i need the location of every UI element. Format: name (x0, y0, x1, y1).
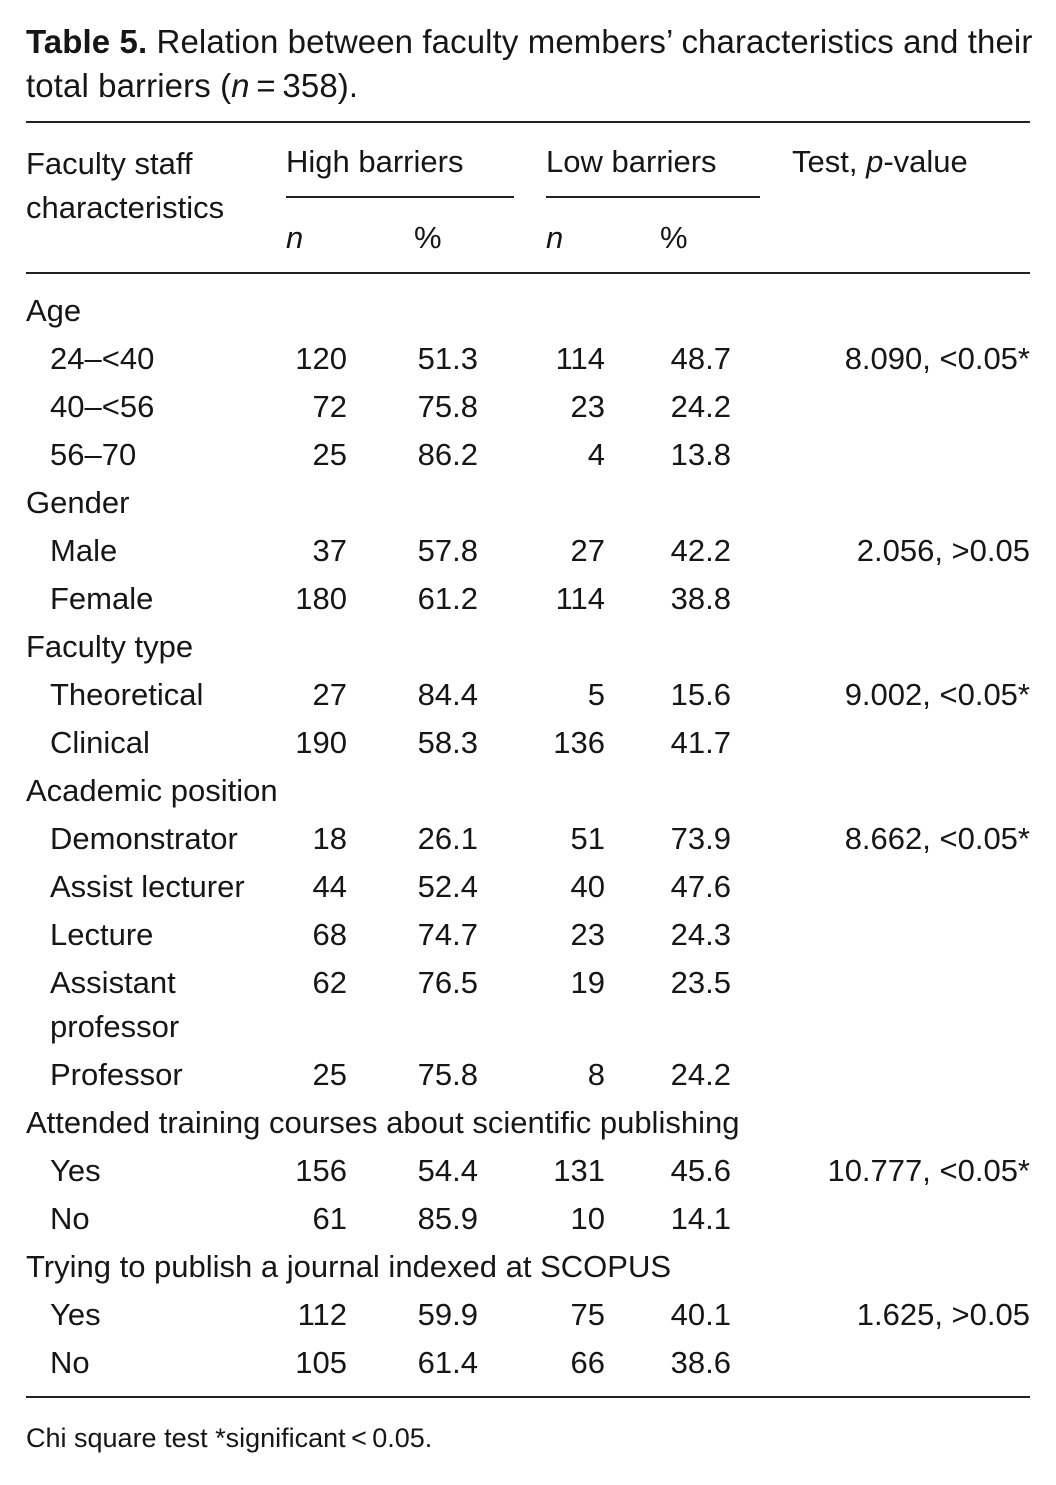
high-pct-cell: 61.4 (417, 1345, 478, 1380)
low-pct-cell: 13.8 (670, 437, 731, 472)
table-caption (26, 20, 1036, 108)
high-n-cell: 62 (312, 965, 347, 1000)
high-pct-cell: 59.9 (417, 1297, 478, 1332)
group-title: Age (26, 293, 82, 328)
row-label: Yes (50, 1153, 101, 1188)
test-pvalue-cell: 8.662, <0.05* (844, 821, 1030, 856)
high-pct-cell: 75.8 (417, 389, 478, 424)
high-pct-cell: 26.1 (417, 821, 478, 856)
high-n-cell: 180 (295, 581, 347, 616)
row-label: Demonstrator (50, 821, 238, 856)
low-pct-cell: 38.8 (670, 581, 731, 616)
low-n-cell: 51 (570, 821, 605, 856)
header-rule (26, 272, 1030, 274)
low-n-cell: 27 (570, 533, 605, 568)
high-n-cell: 25 (312, 437, 347, 472)
table-footnote: Chi square test *significant < 0.05. (26, 1423, 433, 1453)
row-label: 24–<40 (50, 341, 155, 376)
table-label: Table 5. (26, 23, 148, 60)
high-pct-cell: 58.3 (417, 725, 478, 760)
low-n-cell: 19 (570, 965, 605, 1000)
row-label: Lecture (50, 917, 154, 952)
low-n-cell: 10 (570, 1201, 605, 1236)
high-n-cell: 156 (295, 1153, 347, 1188)
high-pct-cell: 86.2 (417, 437, 478, 472)
high-pct-cell: 75.8 (417, 1057, 478, 1092)
subheader-high-n: n (286, 220, 304, 255)
high-n-cell: 37 (312, 533, 347, 568)
low-pct-cell: 38.6 (670, 1345, 731, 1380)
low-pct-cell: 24.2 (670, 1057, 731, 1092)
row-label: Male (50, 533, 118, 568)
low-pct-cell: 24.2 (670, 389, 731, 424)
high-pct-cell: 54.4 (417, 1153, 478, 1188)
low-n-cell: 40 (570, 869, 605, 904)
row-label: Theoretical (50, 677, 204, 712)
row-label: Assistant (50, 965, 176, 1000)
row-label: No (50, 1201, 90, 1236)
row-label: 56–70 (50, 437, 137, 472)
low-pct-cell: 41.7 (670, 725, 731, 760)
high-pct-cell: 61.2 (417, 581, 478, 616)
high-pct-cell: 76.5 (417, 965, 478, 1000)
test-pvalue-cell: 9.002, <0.05* (844, 677, 1030, 712)
high-n-cell: 105 (295, 1345, 347, 1380)
high-n-cell: 25 (312, 1057, 347, 1092)
low-n-cell: 114 (555, 581, 605, 616)
low-pct-cell: 23.5 (670, 965, 731, 1000)
low-n-cell: 8 (587, 1057, 605, 1092)
high-pct-cell: 57.8 (417, 533, 478, 568)
caption-text: Relation between faculty members’ characteristics and their total barriers (n = 358). (26, 23, 1033, 104)
high-n-cell: 112 (297, 1297, 347, 1332)
high-pct-cell: 85.9 (417, 1201, 478, 1236)
high-n-cell: 72 (312, 389, 347, 424)
high-pct-cell: 84.4 (417, 677, 478, 712)
low-barriers-underline (546, 196, 760, 198)
high-pct-cell: 52.4 (417, 869, 478, 904)
header-low-barriers: Low barriers (546, 144, 717, 179)
low-pct-cell: 14.1 (670, 1201, 731, 1236)
low-pct-cell: 45.6 (670, 1153, 731, 1188)
row-label: Clinical (50, 725, 150, 760)
low-pct-cell: 73.9 (670, 821, 731, 856)
low-pct-cell: 47.6 (670, 869, 731, 904)
high-n-cell: 18 (312, 821, 347, 856)
group-title: Faculty type (26, 629, 194, 664)
low-n-cell: 5 (587, 677, 605, 712)
row-label: No (50, 1345, 90, 1380)
low-n-cell: 4 (587, 437, 605, 472)
low-n-cell: 23 (570, 917, 605, 952)
low-pct-cell: 40.1 (670, 1297, 731, 1332)
header-characteristics: Faculty staff characteristics (26, 146, 225, 225)
row-label: Female (50, 581, 154, 616)
test-pvalue-cell: 10.777, <0.05* (827, 1153, 1030, 1188)
test-pvalue-cell: 2.056, >0.05 (856, 533, 1030, 568)
test-pvalue-cell: 1.625, >0.05 (856, 1297, 1030, 1332)
low-pct-cell: 48.7 (670, 341, 731, 376)
group-title: Gender (26, 485, 130, 520)
header-high-barriers: High barriers (286, 144, 464, 179)
low-n-cell: 136 (553, 725, 605, 760)
group-title: Academic position (26, 773, 278, 808)
high-pct-cell: 74.7 (417, 917, 478, 952)
group-title: Trying to publish a journal indexed at SCOPUS (26, 1249, 672, 1284)
top-rule (26, 121, 1030, 123)
high-n-cell: 61 (312, 1201, 347, 1236)
row-label: 40–<56 (50, 389, 155, 424)
row-label: Professor (50, 1057, 183, 1092)
low-n-cell: 23 (570, 389, 605, 424)
low-pct-cell: 15.6 (670, 677, 731, 712)
low-n-cell: 75 (570, 1297, 605, 1332)
row-label: Yes (50, 1297, 101, 1332)
high-n-cell: 120 (295, 341, 347, 376)
high-n-cell: 190 (295, 725, 347, 760)
row-label-continued: professor (50, 1009, 180, 1044)
low-pct-cell: 42.2 (670, 533, 731, 568)
low-n-cell: 131 (553, 1153, 605, 1188)
low-pct-cell: 24.3 (670, 917, 731, 952)
group-title: Attended training courses about scientific publishing (26, 1105, 740, 1140)
high-pct-cell: 51.3 (417, 341, 478, 376)
subheader-low-n: n (546, 220, 564, 255)
high-n-cell: 27 (312, 677, 347, 712)
header-test-pvalue: Test, p-value (792, 144, 968, 179)
high-barriers-underline (286, 196, 514, 198)
row-label: Assist lecturer (50, 869, 245, 904)
subheader-high-pct: % (414, 220, 442, 255)
bottom-rule (26, 1396, 1030, 1398)
high-n-cell: 68 (312, 917, 347, 952)
low-n-cell: 114 (555, 341, 605, 376)
test-pvalue-cell: 8.090, <0.05* (844, 341, 1030, 376)
low-n-cell: 66 (570, 1345, 605, 1380)
high-n-cell: 44 (312, 869, 347, 904)
subheader-low-pct: % (660, 220, 688, 255)
